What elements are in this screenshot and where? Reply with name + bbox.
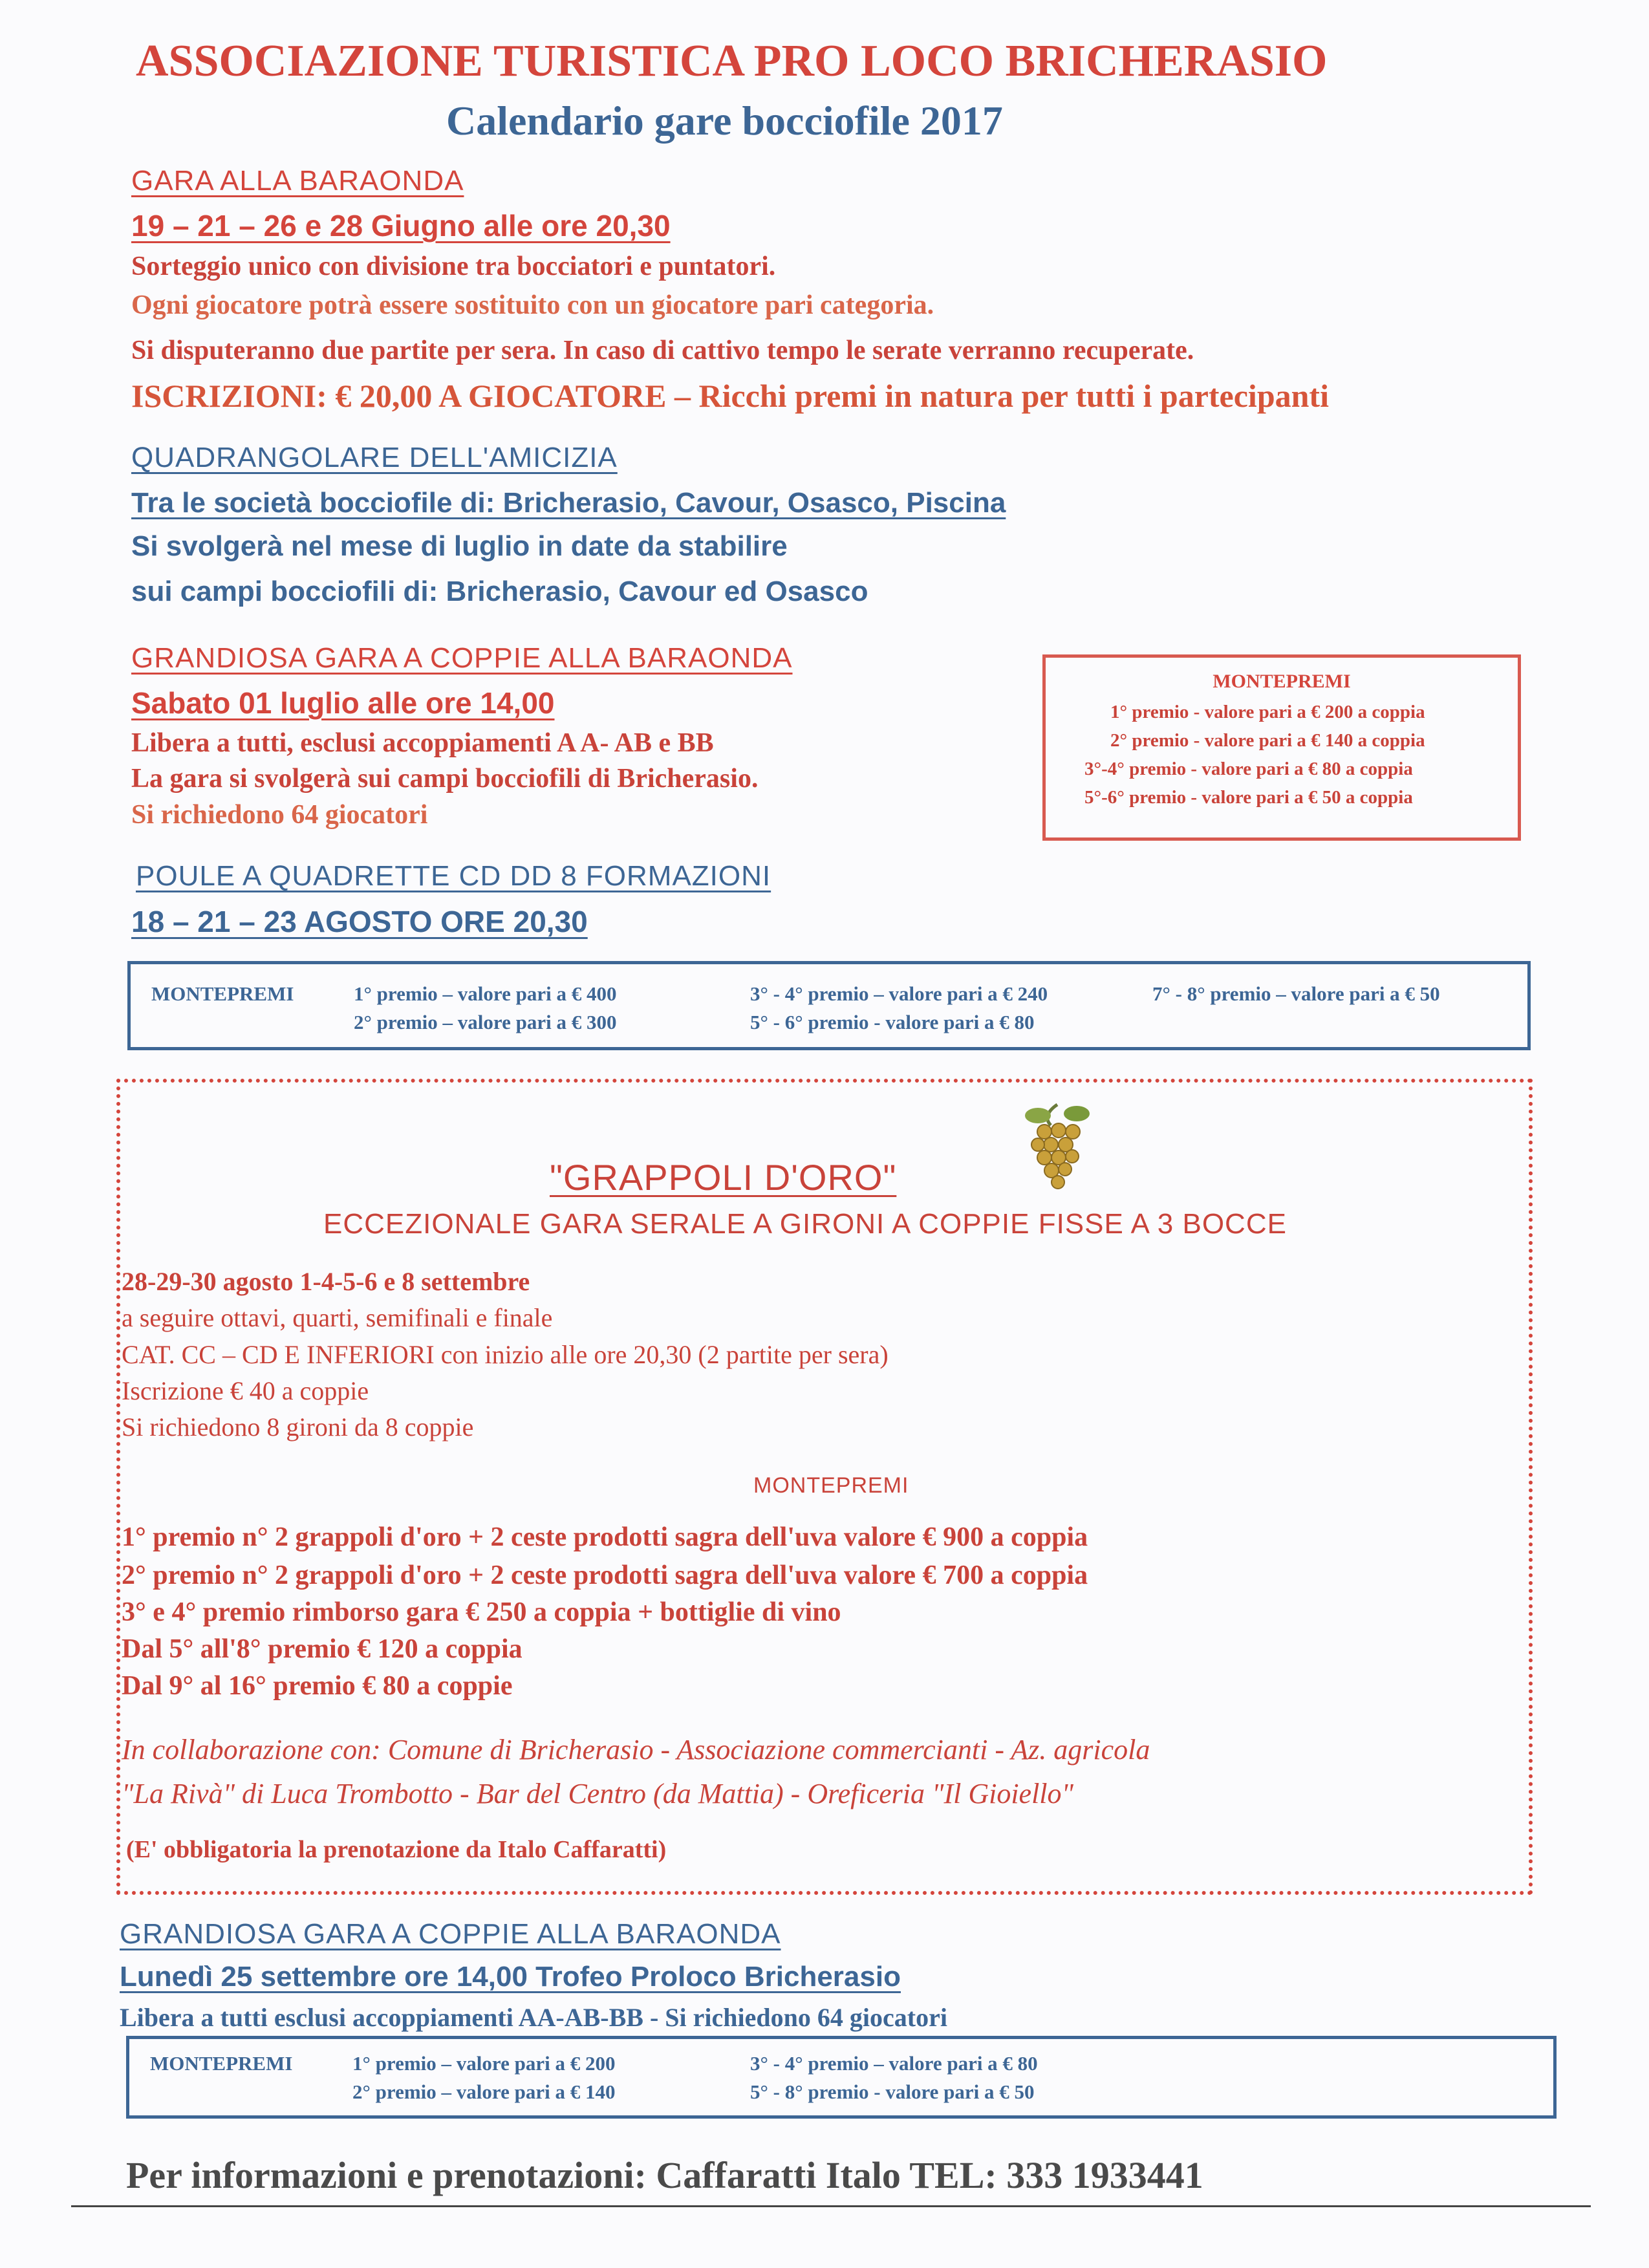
grappoli-note: (E' obbligatoria la prenotazione da Italo Caffaratti) — [126, 1836, 667, 1863]
grappoli-prize-3: 3° e 4° premio rimborso gara € 250 a coppia + bottiglie di vino — [122, 1597, 841, 1627]
poule-montepremi-label: MONTEPREMI — [151, 982, 294, 1005]
grappoli-collab-2: "La Rivà" di Luca Trombotto - Bar del Centro (da Mattia) - Oreficeria "Il Gioiello" — [122, 1778, 1074, 1809]
montepremi-row-4: 5°-6° premio - valore pari a € 50 a coppia — [1084, 787, 1413, 808]
section-heading-poule: POULE A QUADRETTE CD DD 8 FORMAZIONI — [136, 860, 771, 892]
gara-coppie-line-2: La gara si svolgerà sui campi bocciofili di Bricherasio. — [131, 764, 759, 794]
quadrangolare-line-1: Tra le società bocciofile di: Bricherasio, Cavour, Osasco, Piscina — [131, 487, 1006, 519]
footer-info: Per informazioni e prenotazioni: Caffaratti Italo TEL: 333 1933441 — [126, 2154, 1203, 2196]
poule-dates: 18 – 21 – 23 AGOSTO ORE 20,30 — [131, 905, 588, 938]
gara-coppie-line-1: Libera a tutti, esclusi accoppiamenti A A- AB e BB — [131, 728, 714, 758]
gara-coppie-line-3: Si richiedono 64 giocatori — [131, 800, 428, 830]
gara-coppie-date: Sabato 01 luglio alle ore 14,00 — [131, 686, 555, 720]
settembre-montepremi-label: MONTEPREMI — [150, 2052, 293, 2075]
grappoli-line-3: Iscrizione € 40 a coppie — [122, 1376, 369, 1405]
montepremi-row-1: 1° premio - valore pari a € 200 a coppia — [1110, 702, 1425, 722]
grappoli-prize-1: 1° premio n° 2 grappoli d'oro + 2 ceste prodotti sagra dell'uva valore € 900 a coppia — [122, 1522, 1088, 1552]
settembre-line: Libera a tutti esclusi accoppiamenti AA-AB-BB - Si richiedono 64 giocatori — [120, 2003, 947, 2032]
poule-prize-3: 3° - 4° premio – valore pari a € 240 — [750, 982, 1048, 1005]
footer-divider — [71, 2205, 1591, 2207]
gara-line-3: Si disputeranno due partite per sera. In caso di cattivo tempo le serate verranno recuperate. — [131, 336, 1194, 365]
gara-iscrizioni: ISCRIZIONI: € 20,00 A GIOCATORE – Ricchi premi in natura per tutti i partecipanti — [131, 378, 1329, 414]
grape-cluster-icon — [1022, 1099, 1093, 1190]
grappoli-prize-5: Dal 9° al 16° premio € 80 a coppie — [122, 1671, 513, 1701]
settembre-prize-1: 1° premio – valore pari a € 200 — [352, 2052, 616, 2075]
gara-line-1: Sorteggio unico con divisione tra bocciatori e puntatori. — [131, 252, 776, 281]
settembre-prize-4: 5° - 8° premio - valore pari a € 50 — [750, 2080, 1035, 2103]
section-heading-quadrangolare: QUADRANGOLARE DELL'AMICIZIA — [131, 442, 618, 473]
grappoli-prize-2: 2° premio n° 2 grappoli d'oro + 2 ceste prodotti sagra dell'uva valore € 700 a coppia — [122, 1561, 1088, 1590]
quadrangolare-line-2: Si svolgerà nel mese di luglio in date da stabilire — [131, 530, 788, 562]
subtitle: Calendario gare bocciofile 2017 — [446, 98, 1003, 144]
montepremi-box-poule — [127, 961, 1531, 1050]
montepremi-title: MONTEPREMI — [1212, 671, 1351, 692]
quadrangolare-line-3: sui campi bocciofili di: Bricherasio, Cavour ed Osasco — [131, 576, 868, 607]
montepremi-box-settembre — [126, 2036, 1557, 2119]
montepremi-row-3: 3°-4° premio - valore pari a € 80 a coppia — [1084, 759, 1413, 779]
grappoli-dates: 28-29-30 agosto 1-4-5-6 e 8 settembre — [122, 1267, 530, 1296]
grappoli-line-4: Si richiedono 8 gironi da 8 coppie — [122, 1412, 474, 1442]
grappoli-subtitle: ECCEZIONALE GARA SERALE A GIRONI A COPPIE FISSE A 3 BOCCE — [323, 1208, 1287, 1240]
section-heading-settembre: GRANDIOSA GARA A COPPIE ALLA BARAONDA — [120, 1918, 781, 1950]
settembre-date: Lunedì 25 settembre ore 14,00 Trofeo Proloco Bricherasio — [120, 1961, 901, 1993]
gara-dates: 19 – 21 – 26 e 28 Giugno alle ore 20,30 — [131, 209, 671, 243]
settembre-prize-3: 3° - 4° premio – valore pari a € 80 — [750, 2052, 1038, 2075]
poule-prize-2: 2° premio – valore pari a € 300 — [354, 1011, 617, 1033]
montepremi-box-coppie — [1042, 654, 1521, 841]
grappoli-line-1: a seguire ottavi, quarti, semifinali e finale — [122, 1303, 553, 1332]
poule-prize-4: 5° - 6° premio - valore pari a € 80 — [750, 1011, 1035, 1033]
grappoli-title: "GRAPPOLI D'ORO" — [550, 1157, 897, 1198]
settembre-prize-2: 2° premio – valore pari a € 140 — [352, 2080, 616, 2103]
section-heading-gara-coppie: GRANDIOSA GARA A COPPIE ALLA BARAONDA — [131, 642, 793, 674]
section-heading-gara-baraonda: GARA ALLA BARAONDA — [131, 165, 464, 197]
main-title: ASSOCIAZIONE TURISTICA PRO LOCO BRICHERASIO — [136, 36, 1328, 86]
poule-prize-5: 7° - 8° premio – valore pari a € 50 — [1152, 982, 1440, 1005]
grappoli-collab-1: In collaborazione con: Comune di Bricherasio - Associazione commercianti - Az. agricola — [122, 1734, 1150, 1766]
poule-prize-1: 1° premio – valore pari a € 400 — [354, 982, 617, 1005]
grappoli-line-2: CAT. CC – CD E INFERIORI con inizio alle ore 20,30 (2 partite per sera) — [122, 1340, 889, 1369]
gara-line-2: Ogni giocatore potrà essere sostituito con un giocatore pari categoria. — [131, 290, 934, 320]
grappoli-prize-4: Dal 5° all'8° premio € 120 a coppia — [122, 1634, 523, 1664]
grappoli-montepremi-title: MONTEPREMI — [753, 1473, 909, 1498]
montepremi-row-2: 2° premio - valore pari a € 140 a coppia — [1110, 730, 1425, 751]
